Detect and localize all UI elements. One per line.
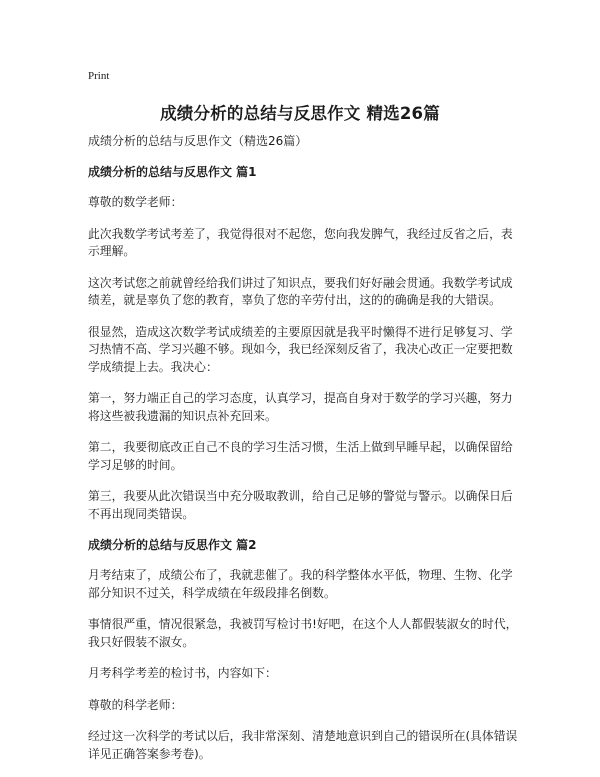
paragraph: 事情很严重，情况很紧急，我被罚写检讨书!好吧，在这个人人都假装淑女的时代，我只好假装不淑女。 — [88, 617, 518, 649]
paragraph: 尊敬的数学老师： — [88, 195, 183, 209]
paragraph: 第一，努力端正自己的学习态度，认真学习，提高自身对于数学的学习兴趣，努力将这些被我遗漏的知识点补充回来。 — [88, 391, 513, 423]
print-label[interactable]: Print — [88, 70, 110, 82]
paragraph: 第三，我要从此次错误当中充分吸取教训，给自己足够的警觉与警示。以确保日后不再出现同类错误。 — [88, 489, 513, 521]
document-title: 成绩分析的总结与反思作文 精选26篇 — [160, 104, 440, 123]
paragraph: 很显然，造成这次数学考试成绩差的主要原因就是我平时懒得不进行足够复习、学习热情不高、学习兴趣不够。现如今，我已经深刻反省了，我决心改正一定要把数学成绩提上去。我决心： — [88, 324, 513, 374]
paragraph: 经过这一次科学的考试以后，我非常深刻、清楚地意识到自己的错误所在(具体错误详见正确答案参考卷)。 — [88, 729, 518, 761]
paragraph: 这次考试您之前就曾经给我们讲过了知识点，要我们好好融会贯通。我数学考试成绩差，就是辜负了您的教育，辜负了您的辛劳付出，这的的确确是我的大错误。 — [88, 275, 513, 307]
paragraph: 月考结束了，成绩公布了，我就悲催了。我的科学整体水平低，物理、生物、化学部分知识不过关，科学成绩在年级段排名倒数。 — [88, 568, 513, 600]
paragraph: 此次我数学考试考差了，我觉得很对不起您，您向我发脾气，我经过反省之后，表示理解。 — [88, 226, 513, 258]
paragraph: 月考科学考差的检讨书，内容如下： — [88, 666, 277, 680]
document-body — [88, 133, 520, 777]
paragraph: 第二，我要彻底改正自己不良的学习生活习惯，生活上做到早睡早起，以确保留给学习足够的时间。 — [88, 440, 513, 472]
section-heading-1: 成绩分析的总结与反思作文 篇1 — [88, 165, 257, 179]
section-heading-2: 成绩分析的总结与反思作文 篇2 — [88, 538, 257, 552]
document-subtitle: 成绩分析的总结与反思作文（精选26篇） — [88, 134, 308, 148]
paragraph: 尊敬的科学老师： — [88, 697, 183, 712]
